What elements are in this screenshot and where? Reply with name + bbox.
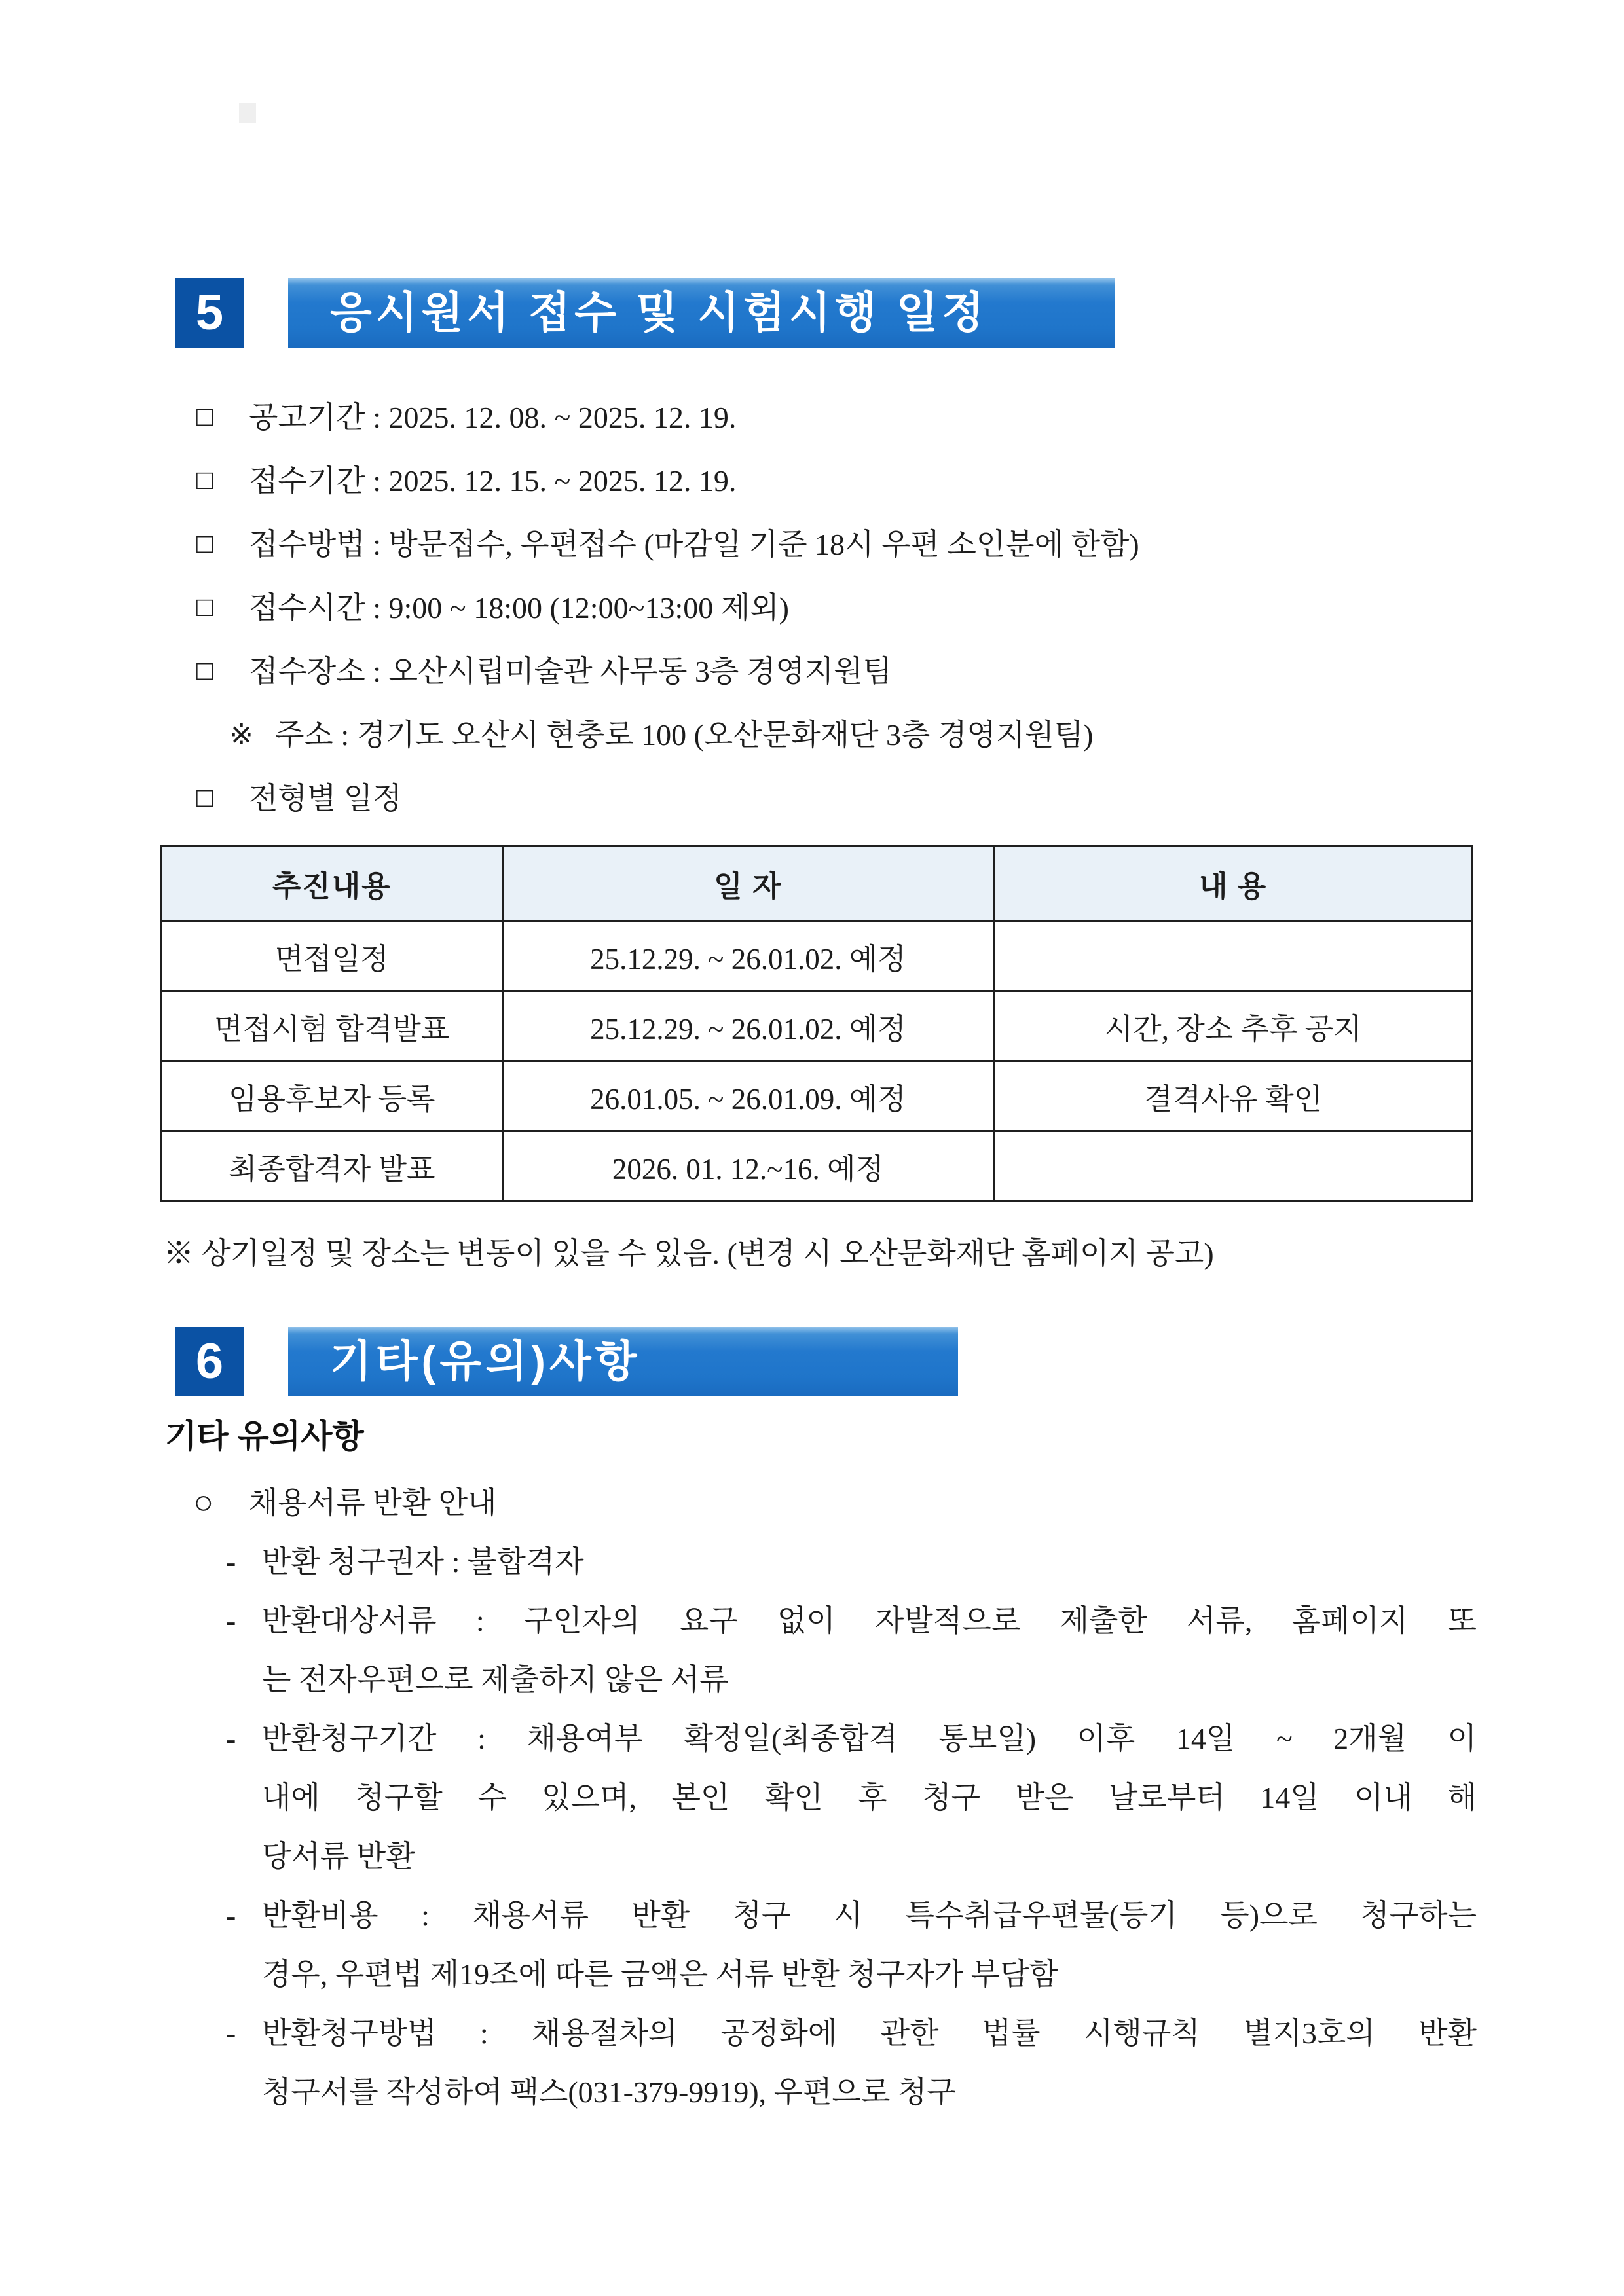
- bullet-line: [196, 386, 1477, 449]
- item-text-line: 반환비용 : 채용서류 반환 청구 시 특수취급우편물(등기 등)으로 청구하는: [262, 1899, 1477, 1932]
- section-5-header: [175, 278, 1477, 348]
- bullet-text: 공고기간 : 2025. 12. 08. ~ 2025. 12. 19.: [249, 401, 737, 434]
- section-6-number-badge: 6: [175, 1327, 244, 1396]
- square-bullet-icon: □: [196, 465, 213, 496]
- item-text-line: 청구서를 작성하여 팩스(031-379-9919), 우편으로 청구: [262, 2075, 956, 2109]
- reference-mark-icon: ※: [229, 719, 253, 751]
- bullet-line: [196, 767, 1477, 830]
- table-cell: 25.12.29. ~ 26.01.02. 예정: [502, 991, 994, 1061]
- table-cell: 결격사유 확인: [994, 1061, 1473, 1131]
- bullet-text: 전형별 일정: [249, 782, 402, 815]
- item-text: [262, 1592, 1477, 1709]
- bullet-line: [196, 640, 1477, 703]
- table-row: [162, 991, 1473, 1061]
- dash-item: [226, 1886, 1477, 2004]
- item-text-line: 반환청구방법 : 채용절차의 공정화에 관한 법률 시행규칙 별지3호의 반환: [262, 2016, 1477, 2050]
- page-content: [164, 278, 1477, 2122]
- table-cell: [994, 921, 1473, 991]
- dash-item: [226, 1592, 1477, 1709]
- section-5-bullet-list: [196, 386, 1477, 830]
- circle-item: [193, 1474, 1477, 1533]
- table-cell: 임용후보자 등록: [162, 1061, 503, 1131]
- bullet-text: 접수장소 : 오산시립미술관 사무동 3층 경영지원팀: [249, 655, 893, 688]
- item-text-line: 반환대상서류 : 구인자의 요구 없이 자발적으로 제출한 서류, 홈페이지 또: [262, 1604, 1477, 1637]
- item-text-line: 경우, 우편법 제19조에 따른 금액은 서류 반환 청구자가 부담함: [262, 1958, 1058, 1991]
- bullet-line: [196, 576, 1477, 640]
- table-cell: 최종합격자 발표: [162, 1131, 503, 1201]
- table-cell: 26.01.05. ~ 26.01.09. 예정: [502, 1061, 994, 1131]
- section-5-number-badge: 5: [175, 278, 244, 348]
- table-footnote: ※ 상기일정 및 장소는 변동이 있을 수 있음. (변경 시 오산문화재단 홈페이지 공고): [164, 1237, 1214, 1270]
- scan-artifact: [239, 103, 256, 123]
- dash-bullet-icon: -: [226, 1722, 236, 1755]
- table-header-cell: 추진내용: [162, 846, 503, 921]
- table-cell: 25.12.29. ~ 26.01.02. 예정: [502, 921, 994, 991]
- square-bullet-icon: □: [196, 529, 213, 559]
- dash-bullet-icon: -: [226, 2016, 236, 2050]
- dash-item: [226, 1709, 1477, 1886]
- item-text: [262, 2004, 1477, 2122]
- circle-bullet-icon: ○: [193, 1484, 214, 1522]
- table-row: [162, 1131, 1473, 1201]
- item-text-line: 내에 청구할 수 있으며, 본인 확인 후 청구 받은 날로부터 14일 이내 해: [262, 1781, 1477, 1814]
- table-cell: 시간, 장소 추후 공지: [994, 991, 1473, 1061]
- item-text: [262, 1533, 1477, 1592]
- bullet-line: [196, 513, 1477, 576]
- dash-item: [226, 1533, 1477, 1592]
- table-row: [162, 921, 1473, 991]
- table-row: [162, 1061, 1473, 1131]
- item-text-line: 반환청구기간 : 채용여부 확정일(최종합격 통보일) 이후 14일 ~ 2개월 이: [262, 1722, 1477, 1755]
- section-6-title: 기타(유의)사항: [288, 1327, 958, 1396]
- table-header-cell: 일 자: [502, 846, 994, 921]
- bullet-line: [196, 449, 1477, 513]
- bullet-text: 접수방법 : 방문접수, 우편접수 (마감일 기준 18시 우편 소인분에 한함): [249, 528, 1139, 561]
- item-text-line: 반환 청구권자 : 불합격자: [262, 1545, 584, 1578]
- section-5-title: 응시원서 접수 및 시험시행 일정: [288, 278, 1115, 348]
- section-6-item-list: [193, 1474, 1477, 2122]
- section-6-header: [175, 1327, 1477, 1396]
- bullet-text: 접수시간 : 9:00 ~ 18:00 (12:00~13:00 제외): [249, 591, 789, 625]
- item-text: [262, 1709, 1477, 1886]
- table-cell: 2026. 01. 12.~16. 예정: [502, 1131, 994, 1201]
- square-bullet-icon: □: [196, 592, 213, 623]
- item-text-line: 당서류 반환: [262, 1840, 415, 1873]
- other-notes-subheading: 기타 유의사항: [165, 1418, 364, 1455]
- table-cell: [994, 1131, 1473, 1201]
- table-header-row: [162, 846, 1473, 921]
- dash-bullet-icon: -: [226, 1899, 236, 1932]
- dash-bullet-icon: -: [226, 1604, 236, 1637]
- item-text: [262, 1886, 1477, 2004]
- square-bullet-icon: □: [196, 402, 213, 432]
- square-bullet-icon: □: [196, 656, 213, 686]
- dash-bullet-icon: -: [226, 1545, 236, 1578]
- item-text-line: 는 전자우편으로 제출하지 않은 서류: [262, 1663, 729, 1696]
- square-bullet-icon: □: [196, 783, 213, 813]
- bullet-text: 접수기간 : 2025. 12. 15. ~ 2025. 12. 19.: [249, 464, 737, 498]
- dash-item: [226, 2004, 1477, 2122]
- table-cell: 면접일정: [162, 921, 503, 991]
- table-header-cell: 내 용: [994, 846, 1473, 921]
- bullet-text: 주소 : 경기도 오산시 현충로 100 (오산문화재단 3층 경영지원팀): [275, 718, 1094, 752]
- reference-line: [229, 703, 1477, 767]
- table-cell: 면접시험 합격발표: [162, 991, 503, 1061]
- item-text: [249, 1474, 1473, 1533]
- schedule-table: [160, 845, 1473, 1202]
- item-text-line: 채용서류 반환 안내: [249, 1486, 497, 1520]
